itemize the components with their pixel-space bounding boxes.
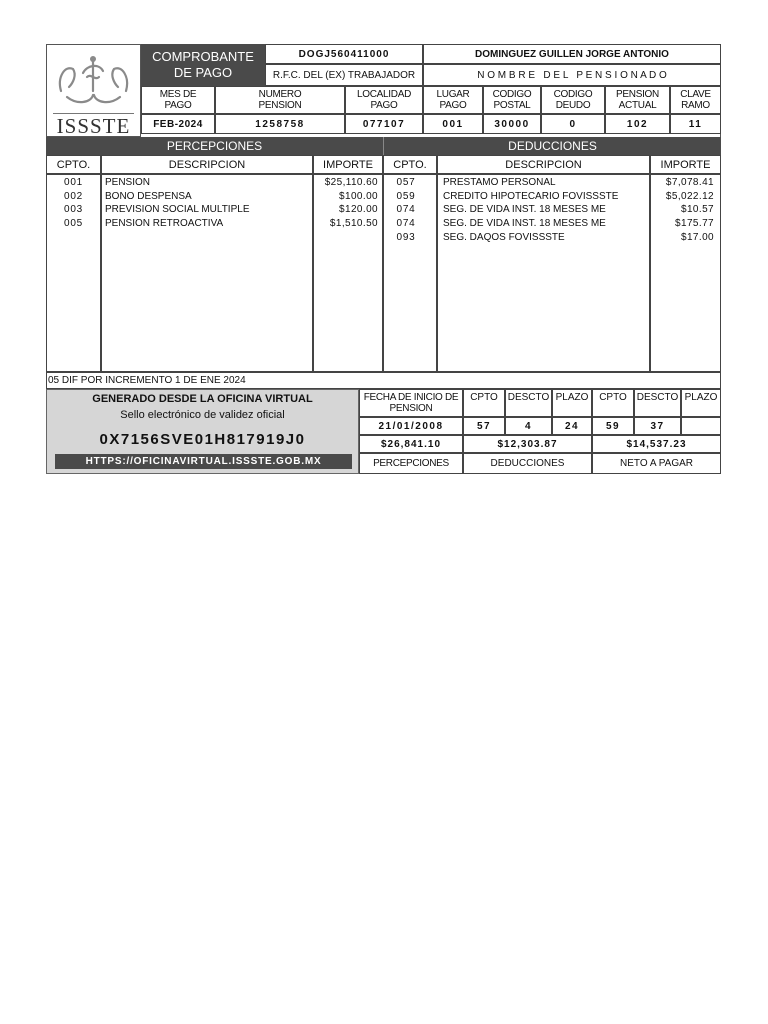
field-label-mes-pago: MES DE PAGO — [141, 86, 215, 114]
total-percepciones-value: $26,841.10 — [359, 435, 463, 453]
field-label-lugar-pago: LUGAR PAGO — [423, 86, 483, 114]
field-label-codigo-postal: CODIGO POSTAL — [483, 86, 541, 114]
rfc-label: R.F.C. DEL (EX) TRABAJADOR — [265, 64, 423, 86]
deducciones-header: DEDUCCIONES — [383, 137, 721, 155]
table-row-cpto: 003 — [63, 204, 84, 216]
field-label-pension-actual: PENSION ACTUAL — [605, 86, 670, 114]
col-cpto-percepciones: CPTO. — [46, 155, 101, 174]
table-row-cpto: 059 — [396, 190, 416, 202]
loan-header-descto-2: DESCTO — [634, 389, 681, 417]
deducciones-cpto-list — [383, 177, 429, 245]
col-cpto-deducciones: CPTO. — [383, 155, 437, 174]
loan-header-cpto-1: CPTO — [463, 389, 505, 417]
table-row-importe: $120.00 — [339, 204, 378, 216]
loan-value-descto-2: 37 — [634, 417, 681, 435]
rfc-value: DOGJ560411000 — [265, 44, 423, 64]
loan-value-plazo-1: 24 — [552, 417, 592, 435]
loan-value-descto-1: 4 — [505, 417, 552, 435]
deducciones-importe-list — [650, 177, 714, 245]
loan-value-plazo-2 — [681, 417, 721, 435]
generated-label: GENERADO DESDE LA OFICINA VIRTUAL — [92, 393, 313, 405]
fecha-inicio-value: 21/01/2008 — [359, 417, 463, 435]
table-row-desc: PREVISION SOCIAL MULTIPLE — [105, 204, 250, 216]
loan-header-plazo-1: PLAZO — [552, 389, 592, 417]
table-row-importe: $7,078.41 — [665, 177, 714, 188]
page-title: COMPROBANTE DE PAGO — [141, 44, 265, 86]
field-value-lugar-pago: 001 — [423, 114, 483, 134]
field-value-numero-pension: 1258758 — [215, 114, 345, 134]
table-row-cpto: 057 — [396, 177, 416, 188]
table-row-importe: $100.00 — [339, 190, 378, 202]
table-row-cpto: 074 — [396, 204, 416, 216]
table-row-importe: $5,022.12 — [665, 190, 714, 202]
field-value-localidad-pago: 077107 — [345, 114, 423, 134]
table-row-cpto: 002 — [63, 190, 84, 202]
table-row-importe: $1,510.50 — [329, 218, 378, 230]
table-row-desc: PENSION RETROACTIVA — [105, 218, 224, 230]
field-value-pension-actual: 102 — [605, 114, 670, 134]
percepciones-cpto-list — [46, 177, 101, 232]
field-label-codigo-deudo: CODIGO DEUDO — [541, 86, 605, 114]
pensioner-name-label: N O M B R E D E L P E N S I O N A D O — [423, 64, 721, 86]
neto-a-pagar-label: NETO A PAGAR — [592, 453, 721, 474]
col-importe-deducciones: IMPORTE — [650, 155, 721, 174]
field-label-clave-ramo: CLAVE RAMO — [670, 86, 721, 114]
table-row-desc: CREDITO HIPOTECARIO FOVISSSTE — [443, 190, 619, 202]
table-row-cpto: 001 — [63, 177, 84, 188]
loan-header-cpto-2: CPTO — [592, 389, 634, 417]
loan-header-plazo-2: PLAZO — [681, 389, 721, 417]
issste-emblem-icon — [47, 47, 140, 115]
loan-header-descto-1: DESCTO — [505, 389, 552, 417]
seal-code: 0X7156SVE01H817919J0 — [99, 430, 306, 448]
percepciones-desc-list — [105, 177, 310, 232]
total-percepciones-label: PERCEPCIONES — [359, 453, 463, 474]
table-row-desc: PRESTAMO PERSONAL — [443, 177, 556, 188]
field-value-clave-ramo: 11 — [670, 114, 721, 134]
field-value-codigo-postal: 30000 — [483, 114, 541, 134]
neto-a-pagar-value: $14,537.23 — [592, 435, 721, 453]
table-row-cpto: 093 — [396, 231, 416, 243]
col-descripcion-deducciones: DESCRIPCION — [437, 155, 650, 174]
table-row-cpto: 074 — [396, 218, 416, 230]
total-deducciones-value: $12,303.87 — [463, 435, 592, 453]
total-deducciones-label: DEDUCCIONES — [463, 453, 592, 474]
field-label-numero-pension: NUMERO PENSION — [215, 86, 345, 114]
col-importe-percepciones: IMPORTE — [313, 155, 383, 174]
table-row-desc: SEG. DE VIDA INST. 18 MESES ME — [443, 218, 606, 230]
table-row-importe: $25,110.60 — [324, 177, 378, 188]
percepciones-importe-list — [313, 177, 378, 232]
table-row-desc: BONO DESPENSA — [105, 190, 192, 202]
table-row-importe: $10.57 — [681, 204, 714, 216]
field-value-codigo-deudo: 0 — [541, 114, 605, 134]
loan-value-cpto-1: 57 — [463, 417, 505, 435]
field-label-localidad-pago: LOCALIDAD PAGO — [345, 86, 423, 114]
table-row-importe: $175.77 — [675, 218, 714, 230]
table-row-importe: $17.00 — [681, 231, 714, 243]
loan-value-cpto-2: 59 — [592, 417, 634, 435]
table-row-desc: SEG. DAQOS FOVISSSTE — [443, 231, 565, 243]
table-row-desc: SEG. DE VIDA INST. 18 MESES ME — [443, 204, 606, 216]
table-row-cpto: 005 — [63, 218, 84, 230]
logo-text: ISSSTE — [56, 113, 131, 138]
pensioner-name: DOMINGUEZ GUILLEN JORGE ANTONIO — [423, 44, 721, 64]
deducciones-desc-list — [443, 177, 648, 245]
table-row-desc: PENSION — [105, 177, 151, 188]
percepciones-header: PERCEPCIONES — [46, 137, 383, 155]
col-descripcion-percepciones: DESCRIPCION — [101, 155, 313, 174]
fecha-inicio-label: FECHA DE INICIO DE PENSION — [359, 389, 463, 417]
field-value-mes-pago: FEB-2024 — [141, 114, 215, 134]
seal-label: Sello electrónico de validez oficial — [120, 409, 285, 421]
oficina-virtual-link[interactable]: HTTPS://OFICINAVIRTUAL.ISSSTE.GOB.MX — [55, 454, 352, 469]
note-line: 05 DIF POR INCREMENTO 1 DE ENE 2024 — [46, 372, 721, 389]
issste-logo — [46, 44, 141, 137]
